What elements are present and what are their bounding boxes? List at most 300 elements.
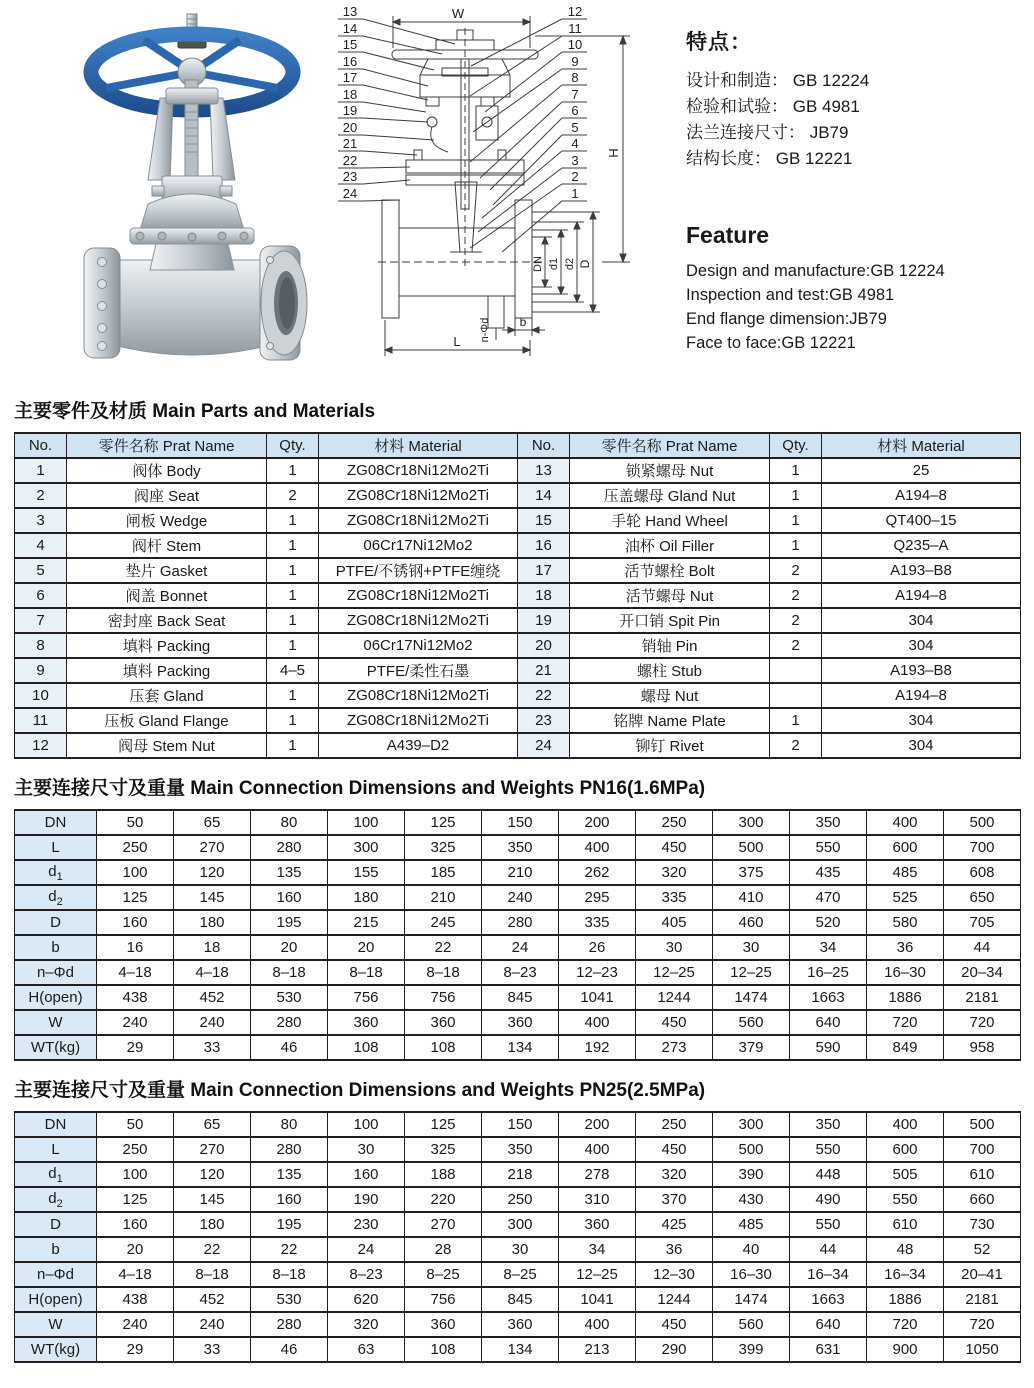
table-cell: 8–25	[405, 1262, 482, 1287]
table-cell: 410	[713, 885, 790, 910]
table-cell: 1	[267, 533, 319, 558]
table-cell: 360	[559, 1212, 636, 1237]
table-cell: 19	[518, 608, 570, 633]
table-cell: 销轴 Pin	[570, 633, 770, 658]
table-cell: 125	[405, 810, 482, 835]
table-row	[15, 1010, 1021, 1035]
table-cell: 52	[944, 1237, 1021, 1262]
table-cell: 20	[251, 935, 328, 960]
table-cell: 16–34	[790, 1262, 867, 1287]
table-cell: 470	[790, 885, 867, 910]
table-cell: 1886	[867, 985, 944, 1010]
table-cell: 1	[770, 483, 822, 508]
table-cell: 360	[482, 1312, 559, 1337]
cn-feature-line: 结构长度： GB 12221	[686, 149, 853, 168]
table-cell: 1	[770, 708, 822, 733]
en-feature-line: Face to face:GB 12221	[686, 334, 856, 352]
table-cell: 958	[944, 1035, 1021, 1060]
svg-text:14: 14	[342, 21, 358, 36]
table-row	[15, 835, 1021, 860]
table-cell: 530	[251, 1287, 328, 1312]
table-cell: ZG08Cr18Ni12Mo2Ti	[319, 483, 518, 508]
table-cell: 295	[559, 885, 636, 910]
svg-text:DN: DN	[532, 256, 544, 272]
table-row	[15, 658, 1021, 683]
table-cell: WT(kg)	[15, 1035, 97, 1060]
table-cell: 135	[251, 860, 328, 885]
table-cell: 1244	[636, 985, 713, 1010]
table-cell: 550	[790, 835, 867, 860]
table-row	[15, 810, 1021, 835]
svg-text:d1: d1	[548, 257, 560, 271]
table-cell: 600	[867, 1137, 944, 1162]
table-cell: A194–8	[822, 483, 1021, 508]
table-row	[15, 558, 1021, 583]
table-row	[15, 1312, 1021, 1337]
table-cell: 320	[328, 1312, 405, 1337]
table-header-row	[15, 433, 1021, 458]
table-cell: 180	[174, 910, 251, 935]
table-cell: W	[15, 1312, 97, 1337]
table-cell: 360	[328, 1010, 405, 1035]
table-cell: PTFE/不锈钢+PTFE缠绕	[319, 558, 518, 583]
table-cell: 240	[174, 1312, 251, 1337]
table-cell: 21	[518, 658, 570, 683]
table-cell: 28	[405, 1237, 482, 1262]
table-cell: 阀体 Body	[67, 458, 267, 483]
table-cell: 490	[790, 1187, 867, 1212]
table-cell: 22	[251, 1237, 328, 1262]
table-cell: 65	[174, 1112, 251, 1137]
table-cell: 160	[328, 1162, 405, 1187]
table-cell: 190	[328, 1187, 405, 1212]
table-cell: 18	[518, 583, 570, 608]
svg-text:19: 19	[342, 103, 358, 118]
table-cell: 160	[97, 910, 174, 935]
svg-text:18: 18	[342, 87, 358, 102]
table-cell: 720	[867, 1010, 944, 1035]
table-cell: 16–34	[867, 1262, 944, 1287]
table-cell: 250	[636, 810, 713, 835]
valve-drawing	[330, 0, 672, 380]
table-cell: 125	[97, 1187, 174, 1212]
table-row	[15, 608, 1021, 633]
table-cell: 304	[822, 608, 1021, 633]
table-cell: 26	[559, 935, 636, 960]
table-cell: 278	[559, 1162, 636, 1187]
table-cell: A439–D2	[319, 733, 518, 758]
table-row	[15, 1187, 1021, 1212]
table-cell: Qty.	[770, 433, 822, 458]
table-cell: 218	[482, 1162, 559, 1187]
table-cell: 150	[482, 810, 559, 835]
table-cell: 120	[174, 1162, 251, 1187]
table-cell: 280	[251, 1137, 328, 1162]
table-cell: 80	[251, 810, 328, 835]
table-cell: 1050	[944, 1337, 1021, 1362]
table-cell: 阀杆 Stem	[67, 533, 267, 558]
svg-text:23: 23	[342, 169, 358, 184]
table-cell: 270	[405, 1212, 482, 1237]
table-cell: 4–5	[267, 658, 319, 683]
table-cell: 245	[405, 910, 482, 935]
table-cell: 29	[97, 1337, 174, 1362]
table-cell: 560	[713, 1010, 790, 1035]
table-cell: 560	[713, 1312, 790, 1337]
table-row	[15, 1337, 1021, 1362]
svg-text:24: 24	[342, 186, 358, 201]
table-cell: L	[15, 1137, 97, 1162]
table-cell: 720	[944, 1010, 1021, 1035]
table-cell: 610	[867, 1212, 944, 1237]
table-cell: 450	[636, 1010, 713, 1035]
table-cell: 705	[944, 910, 1021, 935]
pn16-table-title: 主要连接尺寸及重量 Main Connection Dimensions and Weights PN16(1.6MPa)	[14, 778, 706, 799]
svg-text:b: b	[519, 315, 527, 329]
table-cell: 16–30	[713, 1262, 790, 1287]
table-cell: 452	[174, 1287, 251, 1312]
table-cell: 33	[174, 1035, 251, 1060]
table-cell: 阀座 Seat	[67, 483, 267, 508]
table-cell: 213	[559, 1337, 636, 1362]
table-cell: 438	[97, 1287, 174, 1312]
svg-text:16: 16	[342, 54, 358, 69]
svg-text:D: D	[578, 259, 592, 269]
table-cell: 1663	[790, 985, 867, 1010]
table-cell: 135	[251, 1162, 328, 1187]
table-cell: 2	[267, 483, 319, 508]
table-cell: 730	[944, 1212, 1021, 1237]
table-cell: 300	[713, 1112, 790, 1137]
table-cell: 1	[267, 458, 319, 483]
table-cell: 8	[15, 633, 67, 658]
table-row	[15, 885, 1021, 910]
table-cell: $d_1$	[15, 860, 97, 885]
table-cell: $d_2$	[15, 885, 97, 910]
table-cell: 350	[482, 1137, 559, 1162]
table-cell: 06Cr17Ni12Mo2	[319, 633, 518, 658]
table-cell: 525	[867, 885, 944, 910]
table-cell: 8–18	[251, 960, 328, 985]
table-cell: 120	[174, 860, 251, 885]
table-cell: 4–18	[97, 960, 174, 985]
table-cell: 9	[15, 658, 67, 683]
table-cell: 304	[822, 733, 1021, 758]
table-cell: b	[15, 935, 97, 960]
dimension-labels	[452, 6, 621, 349]
svg-text:2: 2	[571, 169, 579, 184]
table-cell: 24	[482, 935, 559, 960]
table-cell: 590	[790, 1035, 867, 1060]
table-cell: 300	[713, 810, 790, 835]
table-cell: 280	[482, 910, 559, 935]
table-cell: 1	[267, 683, 319, 708]
table-cell: ZG08Cr18Ni12Mo2Ti	[319, 508, 518, 533]
table-cell: WT(kg)	[15, 1337, 97, 1362]
table-cell: 12	[15, 733, 67, 758]
table-cell: 160	[251, 885, 328, 910]
table-cell: 448	[790, 1162, 867, 1187]
table-cell: 325	[405, 1137, 482, 1162]
table-cell: 849	[867, 1035, 944, 1060]
tables-section	[14, 396, 1020, 1377]
table-cell: 250	[97, 835, 174, 860]
table-cell: 631	[790, 1337, 867, 1362]
table-row	[15, 458, 1021, 483]
table-cell: 500	[713, 1137, 790, 1162]
table-cell: ZG08Cr18Ni12Mo2Ti	[319, 608, 518, 633]
table-cell: 335	[559, 910, 636, 935]
table-cell: 29	[97, 1035, 174, 1060]
table-cell: 65	[174, 810, 251, 835]
table-cell: 20–41	[944, 1262, 1021, 1287]
table-cell: 垫片 Gasket	[67, 558, 267, 583]
table-cell: 200	[559, 810, 636, 835]
table-cell: 290	[636, 1337, 713, 1362]
table-row	[15, 1287, 1021, 1312]
table-cell: 400	[559, 1137, 636, 1162]
table-cell: 1	[267, 583, 319, 608]
table-row	[15, 985, 1021, 1010]
table-cell: D	[15, 1212, 97, 1237]
table-cell: 230	[328, 1212, 405, 1237]
table-cell: 2	[770, 608, 822, 633]
table-cell: 650	[944, 885, 1021, 910]
table-cell: 250	[636, 1112, 713, 1137]
table-cell: 430	[713, 1187, 790, 1212]
table-cell: 30	[636, 935, 713, 960]
table-cell: 270	[174, 1137, 251, 1162]
table-cell: 379	[713, 1035, 790, 1060]
table-cell: 4	[15, 533, 67, 558]
table-cell: 280	[251, 835, 328, 860]
table-cell: 220	[405, 1187, 482, 1212]
table-cell: 550	[867, 1187, 944, 1212]
en-feature-title: Feature	[686, 222, 770, 248]
table-cell: 100	[328, 810, 405, 835]
table-cell: 280	[251, 1312, 328, 1337]
table-cell: 180	[328, 885, 405, 910]
table-cell: 12–25	[636, 960, 713, 985]
table-cell: 300	[328, 835, 405, 860]
table-cell: 400	[867, 810, 944, 835]
svg-text:L: L	[453, 334, 461, 349]
table-cell: ZG08Cr18Ni12Mo2Ti	[319, 583, 518, 608]
table-cell: 145	[174, 1187, 251, 1212]
svg-text:7: 7	[571, 87, 579, 102]
table-cell: 320	[636, 860, 713, 885]
table-cell: 530	[251, 985, 328, 1010]
table-cell: 1	[267, 608, 319, 633]
table-row	[15, 860, 1021, 885]
table-cell: 350	[790, 810, 867, 835]
table-cell: 零件名称 Prat Name	[67, 433, 267, 458]
parts-table-title: 主要零件及材质 Main Parts and Materials	[14, 401, 376, 422]
table-cell: 6	[15, 583, 67, 608]
table-cell: A194–8	[822, 683, 1021, 708]
en-feature-line: Design and manufacture:GB 12224	[686, 262, 945, 280]
table-cell: 2181	[944, 985, 1021, 1010]
cn-feature-line: 设计和制造： GB 12224	[686, 71, 870, 90]
table-cell: ZG08Cr18Ni12Mo2Ti	[319, 458, 518, 483]
svg-text:5: 5	[571, 120, 579, 135]
table-cell: 108	[328, 1035, 405, 1060]
table-cell: 阀母 Stem Nut	[67, 733, 267, 758]
table-cell: 399	[713, 1337, 790, 1362]
table-row	[15, 1212, 1021, 1237]
svg-text:13: 13	[342, 4, 358, 19]
table-cell: 1	[267, 508, 319, 533]
table-cell: 材料 Material	[822, 433, 1021, 458]
pn16-dimensions-table	[14, 809, 1021, 1061]
table-cell: 550	[790, 1212, 867, 1237]
table-cell: 填料 Packing	[67, 633, 267, 658]
table-cell: 435	[790, 860, 867, 885]
table-cell: 20–34	[944, 960, 1021, 985]
table-cell: 2	[770, 558, 822, 583]
table-cell: 12–25	[559, 1262, 636, 1287]
table-cell: 273	[636, 1035, 713, 1060]
table-cell: A193–B8	[822, 558, 1021, 583]
table-cell: 1886	[867, 1287, 944, 1312]
table-cell: 12–30	[636, 1262, 713, 1287]
table-cell: 8–18	[328, 960, 405, 985]
table-cell: 108	[405, 1337, 482, 1362]
table-cell: QT400–15	[822, 508, 1021, 533]
table-cell: 1474	[713, 985, 790, 1010]
table-cell: 500	[713, 835, 790, 860]
table-cell: 100	[97, 860, 174, 885]
table-cell: L	[15, 835, 97, 860]
table-cell: 34	[559, 1237, 636, 1262]
table-cell: 34	[790, 935, 867, 960]
table-cell: 304	[822, 708, 1021, 733]
table-cell: n–Φd	[15, 1262, 97, 1287]
table-cell: 20	[97, 1237, 174, 1262]
table-cell: 铭牌 Name Plate	[570, 708, 770, 733]
table-cell: 1	[770, 533, 822, 558]
table-cell: DN	[15, 810, 97, 835]
table-cell: 660	[944, 1187, 1021, 1212]
table-cell: 48	[867, 1237, 944, 1262]
table-row	[15, 533, 1021, 558]
table-cell: 压套 Gland	[67, 683, 267, 708]
table-cell: 锁紧螺母 Nut	[570, 458, 770, 483]
table-cell: 845	[482, 985, 559, 1010]
table-cell: 100	[97, 1162, 174, 1187]
table-cell: PTFE/柔性石墨	[319, 658, 518, 683]
table-cell: 8–18	[174, 1262, 251, 1287]
table-cell: Qty.	[267, 433, 319, 458]
table-cell: 16	[518, 533, 570, 558]
table-cell: 密封座 Back Seat	[67, 608, 267, 633]
table-cell: 485	[867, 860, 944, 885]
table-cell: 756	[405, 985, 482, 1010]
svg-text:n-Φd: n-Φd	[479, 317, 491, 343]
table-cell: b	[15, 1237, 97, 1262]
table-cell: 845	[482, 1287, 559, 1312]
table-cell: A193–B8	[822, 658, 1021, 683]
table-cell: 620	[328, 1287, 405, 1312]
valve-photo-illustration	[56, 8, 330, 364]
table-cell: 22	[405, 935, 482, 960]
pn25-table-title: 主要连接尺寸及重量 Main Connection Dimensions and Weights PN25(2.5MPa)	[14, 1080, 706, 1101]
table-cell: 14	[518, 483, 570, 508]
table-cell: 485	[713, 1212, 790, 1237]
table-cell: 400	[559, 835, 636, 860]
table-cell: 350	[482, 835, 559, 860]
table-cell: 30	[328, 1137, 405, 1162]
svg-text:17: 17	[342, 70, 358, 85]
table-cell: 505	[867, 1162, 944, 1187]
table-cell: 1	[267, 633, 319, 658]
table-row	[15, 1035, 1021, 1060]
table-cell: 12–23	[559, 960, 636, 985]
table-cell: 8–23	[482, 960, 559, 985]
table-cell	[770, 658, 822, 683]
feature-panel	[686, 26, 1026, 355]
table-cell: 1041	[559, 985, 636, 1010]
svg-text:H: H	[606, 148, 621, 158]
parts-table	[14, 432, 1021, 759]
table-cell: 22	[518, 683, 570, 708]
table-cell: 8–23	[328, 1262, 405, 1287]
svg-text:11: 11	[568, 21, 582, 36]
table-cell: 425	[636, 1212, 713, 1237]
table-row	[15, 1112, 1021, 1137]
table-cell: 2181	[944, 1287, 1021, 1312]
table-cell: 125	[97, 885, 174, 910]
table-cell: 2	[770, 633, 822, 658]
table-cell: 油杯 Oil Filler	[570, 533, 770, 558]
table-cell: 闸板 Wedge	[67, 508, 267, 533]
table-cell: 24	[518, 733, 570, 758]
table-cell: 16	[97, 935, 174, 960]
table-cell: A194–8	[822, 583, 1021, 608]
table-cell: ZG08Cr18Ni12Mo2Ti	[319, 708, 518, 733]
table-cell: 210	[482, 860, 559, 885]
table-cell: 450	[636, 835, 713, 860]
table-cell: 阀盖 Bonnet	[67, 583, 267, 608]
table-cell: 262	[559, 860, 636, 885]
table-row	[15, 935, 1021, 960]
table-cell: 375	[713, 860, 790, 885]
table-cell: 20	[328, 935, 405, 960]
table-cell: 240	[174, 1010, 251, 1035]
table-cell: 185	[405, 860, 482, 885]
table-cell: 210	[405, 885, 482, 910]
table-cell: 零件名称 Prat Name	[570, 433, 770, 458]
valve-photo	[56, 8, 330, 364]
table-cell: 240	[97, 1010, 174, 1035]
table-cell: 192	[559, 1035, 636, 1060]
svg-text:3: 3	[571, 153, 579, 168]
table-cell: 1	[267, 733, 319, 758]
table-cell: 18	[174, 935, 251, 960]
table-cell: 1474	[713, 1287, 790, 1312]
table-cell: 44	[790, 1237, 867, 1262]
table-cell: 1	[267, 708, 319, 733]
table-cell: 8–25	[482, 1262, 559, 1287]
svg-text:21: 21	[342, 136, 358, 151]
table-row	[15, 733, 1021, 758]
table-row	[15, 583, 1021, 608]
table-cell: 17	[518, 558, 570, 583]
table-cell: 720	[944, 1312, 1021, 1337]
table-cell: 270	[174, 835, 251, 860]
table-cell: 155	[328, 860, 405, 885]
table-cell: 4–18	[97, 1262, 174, 1287]
